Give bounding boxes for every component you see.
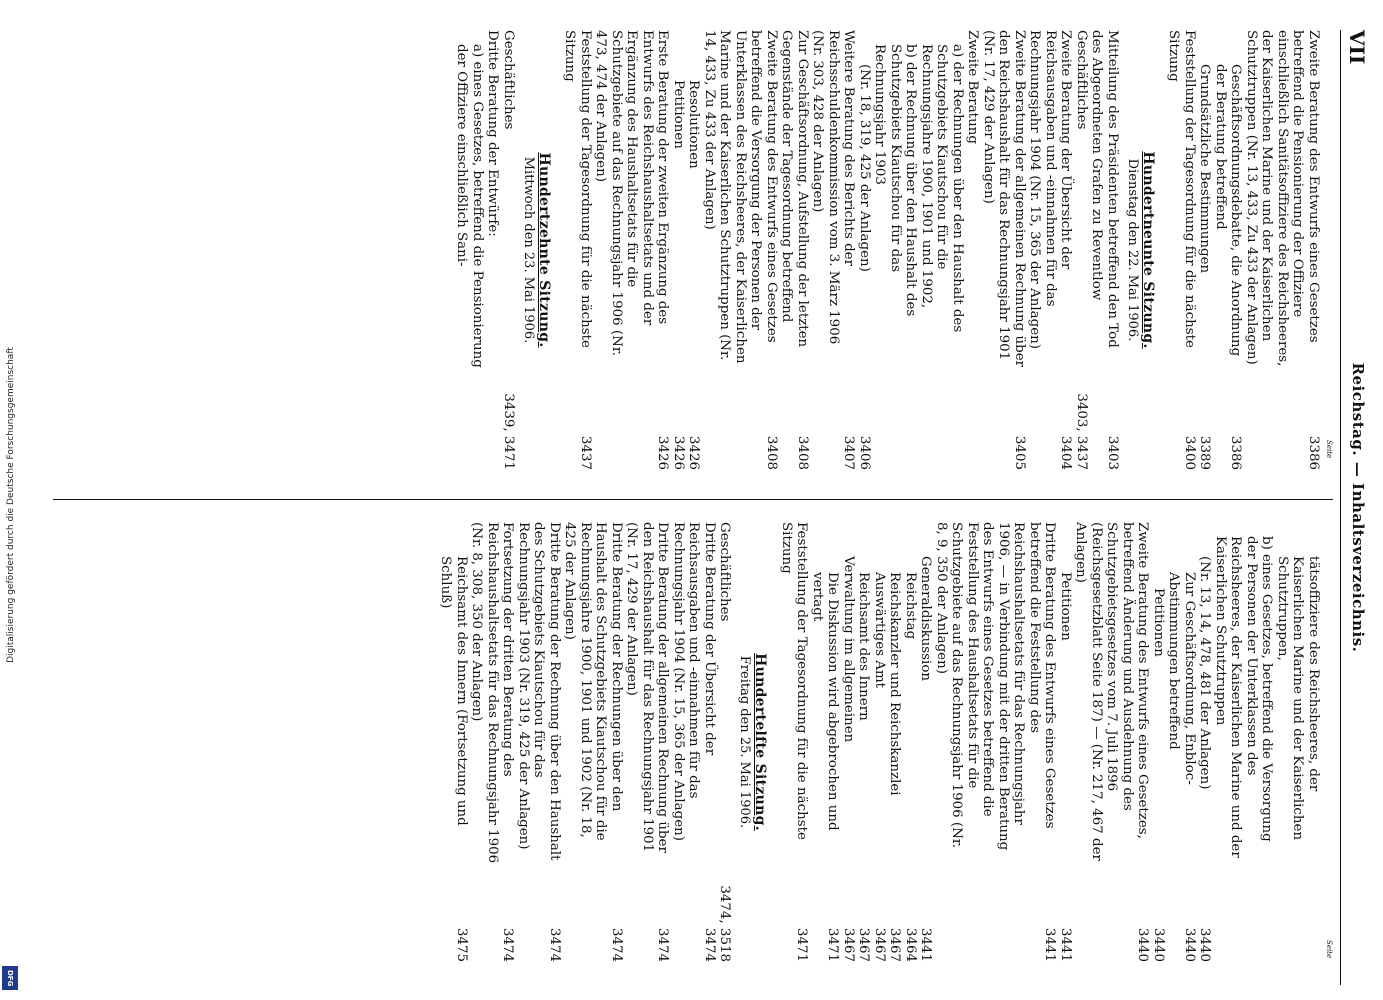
toc-entry-page: 3440 bbox=[1182, 927, 1197, 962]
toc-entry-text: Generaldiskussion bbox=[918, 556, 934, 682]
toc-entry bbox=[1089, 30, 1120, 470]
toc-entry-page: 3440 bbox=[1135, 927, 1151, 962]
scanned-page bbox=[35, 0, 1383, 1000]
toc-entry-page: 3386 bbox=[1228, 435, 1244, 470]
toc-entry bbox=[593, 30, 671, 470]
toc-entry-text: Dritte Beratung der Rechnung über den Haushalt des Schutzgebiets Kiautschou für das Rechnungsjahr 1903 (Nr. 319, 425 der Anlagen) bbox=[516, 522, 562, 861]
toc-entry-page: 3474 bbox=[500, 927, 516, 962]
toc-entry-text: Zur Geschäftsordnung, Enbloc-Abstimmungen betreffend bbox=[1166, 572, 1197, 785]
entry-list bbox=[454, 30, 516, 470]
toc-entry-page: 3406 bbox=[857, 435, 872, 470]
toc-entry-text: tätsoffiziere des Reichsheeres, der Kaiserlichen Marine und der Kaiserlichen Schutztruppen, bbox=[1275, 556, 1321, 841]
toc-entry-text: Die Diskussion wird abgebrochen und vertagt bbox=[810, 572, 841, 831]
digitization-sidebar bbox=[0, 0, 22, 1000]
toc-entry bbox=[1197, 30, 1213, 470]
toc-entry-text: Petitionen bbox=[1058, 572, 1073, 641]
toc-entry bbox=[887, 522, 903, 962]
toc-entry-text: (Nr. 18, 319, 425 der Anlagen) bbox=[857, 64, 872, 272]
toc-entry bbox=[872, 30, 919, 470]
toc-entry bbox=[702, 30, 780, 470]
entry-list bbox=[438, 522, 733, 962]
page-header bbox=[1333, 30, 1369, 985]
digitization-credit: Digitalisierung gefördert durch die Deutsche Forschungsgemeinschaft bbox=[6, 347, 16, 663]
toc-entry-page: 3403, 3437 bbox=[1074, 393, 1089, 470]
toc-entry-text: Zweite Beratung des Entwurfs eines Gesetzes betreffend die Pensionierung der Offiziere einschließlich Sanitätsoffiziere des Reichsheeres, der Kaiserlichen Marine und der Kaiserlichen Schutztruppen (Nr. 13, 433, Zu 433 der Anlagen) bbox=[1244, 30, 1321, 367]
toc-entry bbox=[671, 30, 687, 470]
toc-entry-page: 3403 bbox=[1105, 435, 1120, 470]
toc-entry-text: Dritte Beratung der Entwürfe: bbox=[485, 30, 501, 237]
toc-entry-page: 3408 bbox=[764, 435, 779, 470]
toc-entry-page: 3471 bbox=[825, 927, 841, 962]
sitting-date: Mittwoch den 23. Mai 1906. bbox=[521, 156, 536, 344]
left-column bbox=[51, 30, 1321, 470]
toc-entry-text: Erste Beratung der zweiten Ergänzung des Entwurfs des Reichshaushaltsetats und der Ergänzung des Haushaltsetats für die Schutzgebiete auf das Rechnungsjahr 1906 (Nr. 473, 474 der Anlagen) bbox=[593, 30, 671, 357]
toc-entry-text: Geschäftliches bbox=[501, 30, 516, 130]
toc-entry-page: 3440 bbox=[1197, 927, 1213, 962]
toc-entry-text: Reichskanzler und Reichskanzlei bbox=[887, 572, 903, 796]
toc-entry-text: Geschäftliches bbox=[717, 522, 733, 622]
toc-entry-text: Feststellung der Tagesordnung für die nächste Sitzung bbox=[562, 30, 593, 348]
toc-entry-page: 3426 bbox=[671, 435, 686, 470]
toc-entry-page: 3441 bbox=[1042, 927, 1058, 962]
toc-entry-page: 3441 bbox=[1058, 927, 1073, 962]
toc-entry bbox=[1244, 30, 1322, 470]
toc-entry bbox=[1073, 522, 1151, 962]
toc-entry bbox=[872, 522, 888, 962]
sitting-heading bbox=[520, 30, 552, 470]
toc-entry-page: 3404 bbox=[1058, 435, 1074, 470]
toc-entry-page: 3474 bbox=[609, 927, 624, 962]
toc-entry-text: Geschäftsordnungsdebatte, die Anordnung der Beratung betreffend bbox=[1213, 64, 1244, 357]
toc-entry-text: Resolutionen bbox=[686, 80, 702, 169]
toc-entry-text: Mitteilung des Präsidenten betreffend den Tod des Abgeordneten Grafen zu Reventlow bbox=[1089, 30, 1120, 348]
toc-entry bbox=[624, 522, 671, 962]
toc-entry bbox=[841, 522, 857, 962]
toc-entry-text: Zweite Beratung des Entwurfs eines Gesetzes betreffend die Versorgung der Personen der Unterklassen des Reichsheeres, der Kaiserlichen Marine und der Kaiserlichen Schutztruppen (Nr. 14, 433, Zu 433 der Anlagen) bbox=[702, 30, 779, 364]
toc-entry bbox=[469, 522, 516, 962]
rotated-page-content bbox=[35, 0, 1383, 1000]
entry-list bbox=[779, 522, 1322, 962]
toc-entry bbox=[438, 522, 469, 962]
toc-entry-page: 3474 bbox=[655, 927, 671, 962]
toc-entry-page: 3400 bbox=[1182, 435, 1197, 470]
toc-entry bbox=[965, 30, 981, 470]
toc-entry bbox=[856, 522, 872, 962]
toc-entry bbox=[934, 522, 1058, 962]
toc-entry-page: 3405 bbox=[1012, 435, 1027, 470]
toc-entry-text: Grundsätzliche Bestimmungen bbox=[1197, 64, 1213, 274]
toc-entry bbox=[1074, 30, 1090, 470]
toc-entry bbox=[1027, 30, 1074, 470]
toc-entry bbox=[1197, 522, 1213, 962]
toc-entry-page: 3408 bbox=[795, 435, 810, 470]
toc-entry-text: Reichsamt des Innern (Fortsetzung und Schluß) bbox=[438, 556, 469, 826]
toc-entry bbox=[918, 522, 934, 962]
dfg-logo: DFG bbox=[2, 966, 18, 990]
header-rule bbox=[1340, 30, 1341, 985]
toc-entry-text: (Nr. 13, 14, 478, 481 der Anlagen) bbox=[1197, 556, 1213, 790]
toc-entry bbox=[562, 522, 624, 962]
toc-entry-text: Zweite Beratung der allgemeinen Rechnung über den Reichshaushalt für das Rechnungsjahr 1901 (Nr. 17, 429 der Anlagen) bbox=[981, 30, 1027, 368]
toc-entry bbox=[903, 522, 919, 962]
toc-entry-text: Zweite Beratung bbox=[965, 30, 981, 144]
toc-entry-page: 3467 bbox=[841, 927, 856, 962]
toc-entry-text: Reichsamt des Innern bbox=[856, 572, 872, 721]
toc-entry-page: 3426 bbox=[686, 435, 702, 470]
toc-entry-page: 3474 bbox=[702, 927, 717, 962]
sitting-title: Hundertzehnte Sitzung. bbox=[536, 152, 552, 348]
toc-entry bbox=[1275, 522, 1322, 962]
entry-list bbox=[562, 30, 1120, 470]
toc-entry-text: a) der Rechnungen über den Haushalt des Schutzgebiets Kiautschou für die Rechnungsjahre 1900, 1901 und 1902, bbox=[919, 44, 965, 333]
toc-entry bbox=[981, 30, 1028, 470]
entry-list bbox=[1166, 30, 1321, 470]
toc-entry-text: Dritte Beratung der allgemeinen Rechnung über den Reichshaushalt für das Rechnungsjahr 1901 (Nr. 17, 429 der Anlagen) bbox=[624, 522, 671, 853]
toc-entry-page: 3474, 3518 bbox=[717, 885, 733, 962]
toc-entry bbox=[810, 522, 841, 962]
toc-entry-text: Dritte Beratung des Entwurfs eines Gesetzes betreffend die Feststellung des Reichshaushaltsetats für das Rechnungsjahr 1906, — in Verbindung mit der dritten Beratung des Entwurfs eines Gesetzes betreffend die Feststellung des Haushaltsetats für die Schutzgebiete auf das Rechnungsjahr 1906 (Nr. 8, 9, 350 der Anlagen) bbox=[934, 522, 1058, 851]
toc-entry-page: 3441 bbox=[918, 927, 934, 962]
toc-entry bbox=[1213, 522, 1275, 962]
sitting-title: Hundertneunte Sitzung. bbox=[1140, 151, 1156, 349]
toc-entry-page: 3437 bbox=[578, 435, 593, 470]
toc-entry-page: 3440 bbox=[1151, 927, 1166, 962]
toc-entry-page: 3467 bbox=[872, 927, 887, 962]
toc-entry-page: 3471 bbox=[794, 927, 810, 962]
toc-entry bbox=[1213, 30, 1244, 470]
toc-entry bbox=[779, 522, 810, 962]
sitting-heading bbox=[737, 522, 769, 962]
sitting-date: Freitag den 25. Mai 1906. bbox=[737, 655, 753, 829]
toc-entry bbox=[1166, 30, 1197, 470]
toc-entry-page: 3474 bbox=[547, 927, 562, 962]
seite-label-left: Seite bbox=[1325, 440, 1333, 459]
toc-entry bbox=[717, 522, 733, 962]
toc-entry-text: Zweite Beratung der Übersicht der Reichsausgaben und -einnahmen für das Rechnungsjahr 1904 (Nr. 15, 365 der Anlagen) bbox=[1027, 30, 1074, 350]
toc-entry bbox=[810, 30, 857, 470]
toc-entry bbox=[857, 30, 873, 470]
page-number: VII bbox=[1345, 30, 1369, 65]
toc-entry-page: 3464 bbox=[903, 927, 918, 962]
toc-entry-text: Zweite Beratung des Entwurfs eines Gesetzes, betreffend Änderung und Ausdehnung des Schutzgebietsgesetzes vom 7. Juli 1896 (Reichsgesetzblatt Seite 187) — (Nr. 217, 467 der Anlagen) bbox=[1073, 522, 1151, 861]
toc-entry-text: Petitionen bbox=[671, 80, 686, 149]
toc-entry-text: Auswärtiges Amt bbox=[872, 572, 887, 689]
toc-entry bbox=[516, 522, 563, 962]
toc-entry bbox=[562, 30, 593, 470]
toc-entry-text: Reichstag bbox=[903, 572, 918, 640]
sitting-heading bbox=[1124, 30, 1156, 470]
seite-label-right: Seite bbox=[1325, 940, 1333, 959]
toc-entry-text: Dritte Beratung der Rechnungen über den Haushalt des Schutzgebiets Kiautschou für die Rechnungsjahre 1900, 1901 und 1902 (Nr. 18, 425 der Anlagen) bbox=[562, 522, 624, 841]
toc-entry-page: 3386 bbox=[1306, 435, 1321, 470]
toc-entry-page: 3407 bbox=[841, 435, 857, 470]
toc-entry-text: Dritte Beratung der Übersicht der Reichsausgaben und -einnahmen für das Rechnungsjahr 1904 (Nr. 15, 365 der Anlagen) bbox=[671, 522, 717, 842]
toc-entry bbox=[919, 30, 966, 470]
right-column bbox=[51, 522, 1321, 962]
toc-entry bbox=[1058, 522, 1074, 962]
toc-entry-page: 3389 bbox=[1197, 435, 1213, 470]
toc-entry-text: Geschäftliches bbox=[1074, 30, 1089, 130]
toc-entry-page: 3426 bbox=[655, 435, 671, 470]
toc-entry-page: 3467 bbox=[887, 927, 903, 962]
toc-entry-text: b) eines Gesetzes, betreffend die Versorgung der Personen der Unterklassen des Reichsheeres, der Kaiserlichen Marine und der Kaiserlichen Schutztruppen bbox=[1213, 536, 1275, 858]
column-divider bbox=[53, 499, 1333, 500]
toc-entry bbox=[686, 30, 702, 470]
toc-entry bbox=[454, 30, 485, 470]
toc-entry bbox=[671, 522, 718, 962]
toc-entry-page: 3439, 3471 bbox=[501, 393, 516, 470]
toc-entry-text: Feststellung der Tagesordnung für die nächste Sitzung bbox=[779, 522, 810, 840]
toc-entry-text: Verwaltung im allgemeinen bbox=[841, 556, 856, 743]
toc-entry-text: Petitionen bbox=[1151, 588, 1166, 657]
toc-entry bbox=[501, 30, 517, 470]
toc-entry-page: 3467 bbox=[856, 927, 872, 962]
toc-entry-text: b) der Rechnung über den Haushalt des Schutzgebiets Kiautschou für das Rechnungsjahr 1903 bbox=[872, 44, 919, 317]
toc-entry bbox=[1166, 522, 1197, 962]
toc-entry-text: Zur Geschäftsordnung, Aufstellung der letzten Gegenstände der Tagesordnung betreffend bbox=[779, 30, 810, 348]
toc-entry-text: Weitere Beratung des Berichts der Reichsschuldenkommission vom 3. März 1906 (Nr. 303, 428 der Anlagen) bbox=[810, 30, 857, 345]
toc-entry bbox=[485, 30, 501, 470]
toc-entry bbox=[779, 30, 810, 470]
sitting-date: Dienstag den 22. Mai 1906. bbox=[1125, 158, 1140, 342]
toc-entry-page: 3475 bbox=[454, 927, 469, 962]
toc-entry-text: Feststellung der Tagesordnung für die nächste Sitzung bbox=[1166, 30, 1197, 348]
running-title: Reichstag. — Inhaltsverzeichnis. bbox=[1349, 362, 1367, 653]
toc-entry-text: a) eines Gesetzes, betreffend die Pensionierung der Offiziere einschließlich Sani- bbox=[454, 44, 485, 368]
toc-entry-text: Fortsetzung der dritten Beratung des Reichshaushaltsetats für das Rechnungsjahr 1906 (Nr. 8, 308, 350 der Anlagen) bbox=[469, 522, 516, 864]
toc-entry bbox=[1151, 522, 1167, 962]
sitting-title: Hundertelfte Sitzung. bbox=[752, 653, 769, 831]
